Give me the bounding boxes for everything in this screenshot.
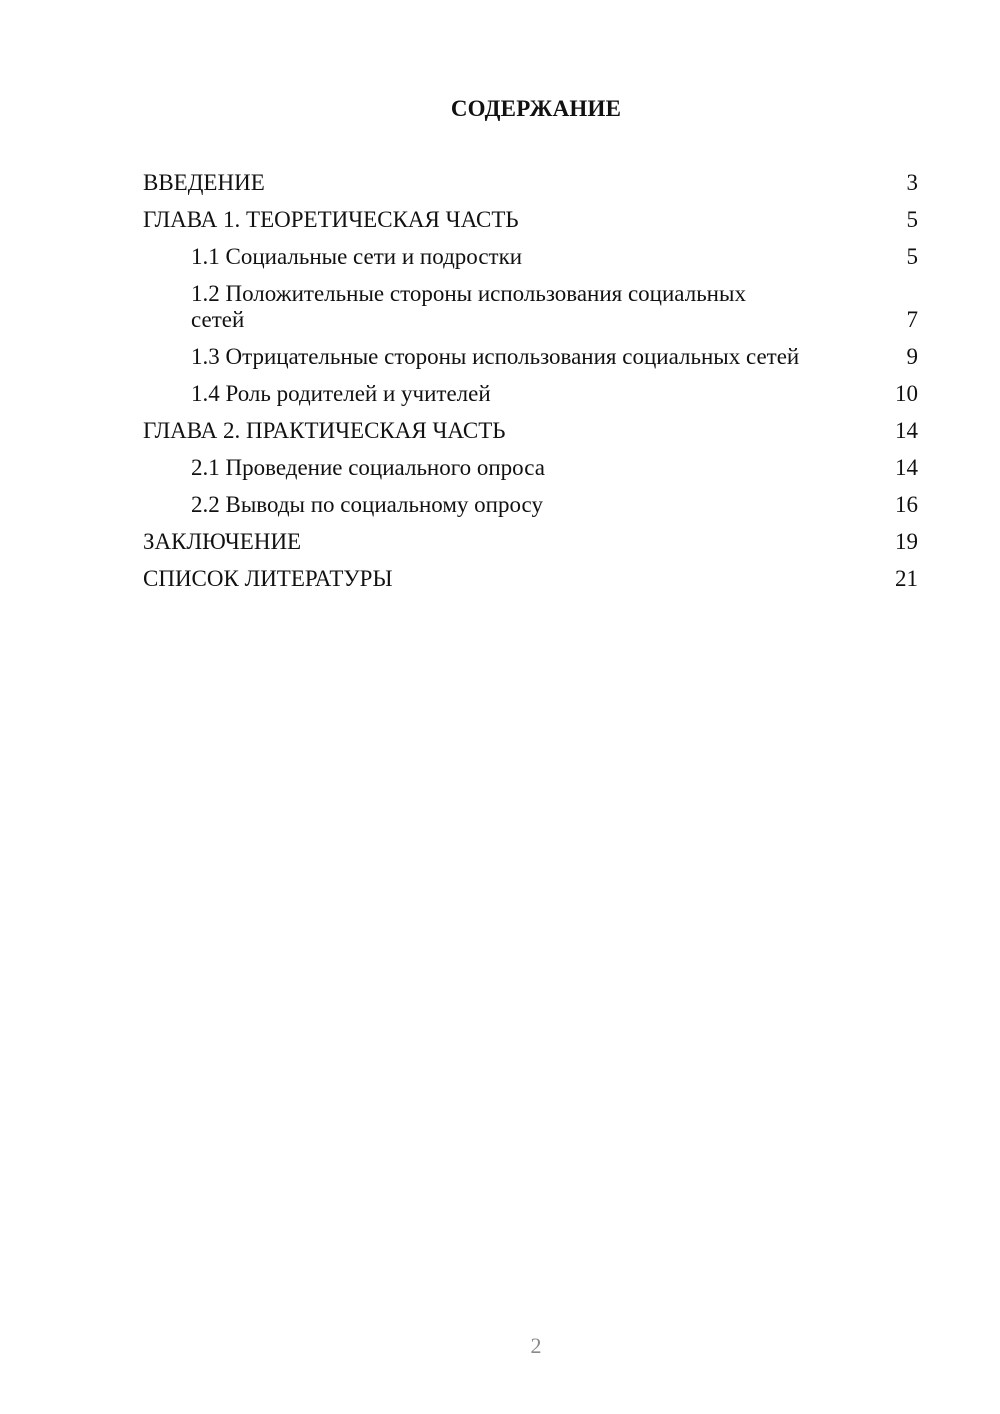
- toc-entry-introduction[interactable]: [143, 170, 918, 196]
- toc-entry-section-2-1[interactable]: [143, 455, 918, 481]
- toc-entry-bibliography[interactable]: [143, 566, 918, 592]
- toc-entry-label: ГЛАВА 2. ПРАКТИЧЕСКАЯ ЧАСТЬ: [143, 418, 506, 443]
- table-of-contents: [143, 170, 918, 603]
- toc-entry-label: СПИСОК ЛИТЕРАТУРЫ: [143, 566, 393, 591]
- toc-entry-section-1-1[interactable]: [143, 244, 918, 270]
- toc-entry-label: 1.3 Отрицательные стороны использования социальных сетей: [191, 344, 800, 369]
- toc-entry-section-2-2[interactable]: [143, 492, 918, 518]
- toc-entry-page-number: 16: [895, 492, 918, 517]
- toc-entry-page-number: 21: [895, 566, 918, 591]
- toc-entry-page-number: 5: [906, 244, 918, 269]
- toc-entry-page-number: 14: [895, 418, 918, 443]
- toc-entry-label: 2.1 Проведение социального опроса: [191, 455, 545, 480]
- toc-entry-label: ГЛАВА 1. ТЕОРЕТИЧЕСКАЯ ЧАСТЬ: [143, 207, 519, 232]
- toc-entry-page-number: 14: [895, 455, 918, 480]
- toc-entry-label: 1.2 Положительные стороны использования социальных сетей: [191, 281, 746, 332]
- toc-entry-conclusion[interactable]: [143, 529, 918, 555]
- page-title: СОДЕРЖАНИЕ: [450, 96, 622, 121]
- page-number: 2: [530, 1333, 542, 1358]
- toc-entry-page-number: 9: [906, 344, 918, 369]
- toc-entry-section-1-4[interactable]: [143, 381, 918, 407]
- toc-entry-label: 2.2 Выводы по социальному опросу: [191, 492, 543, 517]
- toc-entry-chapter-1[interactable]: [143, 207, 918, 233]
- toc-entry-page-number: 19: [895, 529, 918, 554]
- toc-entry-page-number: 5: [906, 207, 918, 232]
- toc-entry-section-1-3[interactable]: [143, 344, 918, 370]
- toc-entry-page-number: 7: [906, 307, 918, 332]
- toc-entry-page-number: 3: [906, 170, 918, 195]
- toc-entry-page-number: 10: [895, 381, 918, 406]
- toc-entry-label: ВВЕДЕНИЕ: [143, 170, 265, 195]
- toc-entry-label: 1.1 Социальные сети и подростки: [191, 244, 523, 269]
- toc-entry-chapter-2[interactable]: [143, 418, 918, 444]
- toc-entry-label: 1.4 Роль родителей и учителей: [191, 381, 491, 406]
- toc-entry-section-1-2[interactable]: [143, 281, 918, 333]
- toc-entry-label: ЗАКЛЮЧЕНИЕ: [143, 529, 302, 554]
